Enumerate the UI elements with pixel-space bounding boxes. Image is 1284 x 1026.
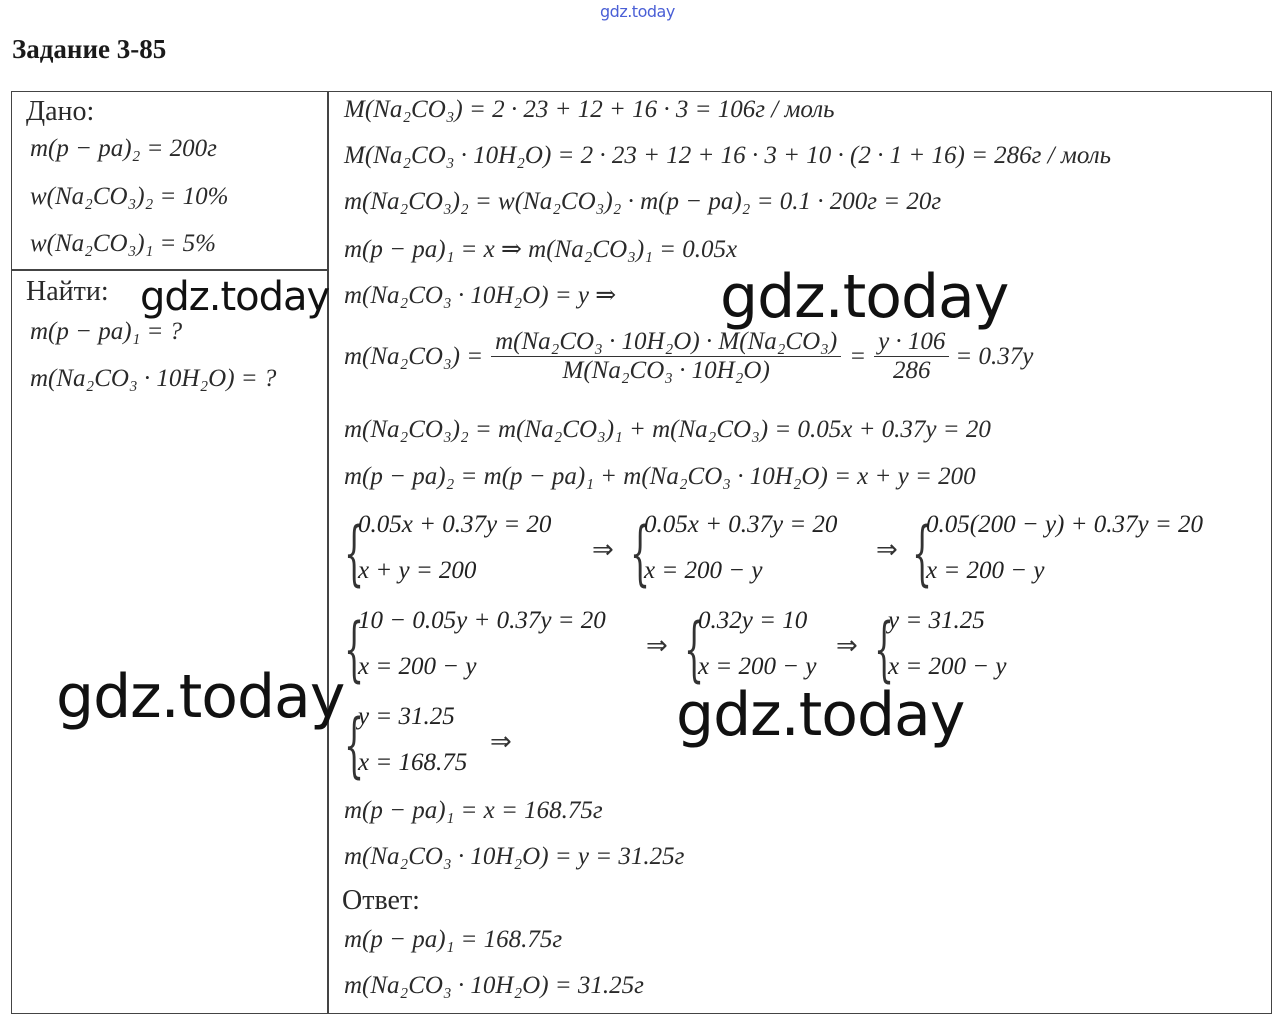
solution-line: M(Na₂CO₃ · 10H₂O) = 2 · 23 + 12 + 16 · 3 + 10 · (2 · 1 + 16) = 286г / моль (344, 142, 1111, 169)
implies-arrow: ⇒ (592, 535, 614, 565)
fraction-main (491, 328, 841, 385)
fraction-numerator: y · 106 (874, 328, 949, 357)
system-row: x = 200 − y (888, 653, 1007, 680)
solution-line: M(Na₂CO₃) = 2 · 23 + 12 + 16 · 3 = 106г / моль (344, 96, 835, 123)
solution-line: m(Na₂CO₃)₂ = w(Na₂CO₃)₂ · m(p − pa)₂ = 0.1 · 200г = 20г (344, 188, 942, 215)
system-row: x = 168.75 (358, 749, 468, 776)
fraction-equals: = (849, 342, 867, 370)
brace-icon: { (344, 608, 365, 690)
solution-line: m(p − pa)₂ = m(p − pa)₁ + m(Na₂CO₃ · 10H₂O) = x + y = 200 (344, 463, 976, 490)
implies-arrow: ⇒ (490, 727, 512, 757)
brace-icon: { (874, 608, 895, 690)
column-divider (327, 91, 329, 1014)
given-line: w(Na₂CO₃)₂ = 10% (30, 183, 229, 210)
system-row: 0.05x + 0.37y = 20 (644, 511, 838, 538)
solution-line: m(p − pa)₁ = x ⇒ m(Na₂CO₃)₁ = 0.05x (344, 236, 738, 263)
watermark-text: gdz.today (720, 262, 1009, 332)
system-row: x = 200 − y (358, 653, 477, 680)
answer-line: m(p − pa)₁ = 168.75г (344, 926, 563, 953)
implies-arrow: ⇒ (646, 631, 668, 661)
fraction-denominator: 286 (892, 357, 931, 384)
implies-arrow: ⇒ (836, 631, 858, 661)
molar-fraction-line (344, 328, 1033, 385)
given-line: m(p − pa)₂ = 200г (30, 135, 217, 162)
system-row: 10 − 0.05y + 0.37y = 20 (358, 607, 606, 634)
given-line: w(Na₂CO₃)₁ = 5% (30, 230, 216, 257)
solution-line: m(Na₂CO₃ · 10H₂O) = y ⇒ (344, 282, 617, 309)
system-row: 0.05x + 0.37y = 20 (358, 511, 552, 538)
implies-arrow: ⇒ (876, 535, 898, 565)
solution-line: m(Na₂CO₃)₂ = m(Na₂CO₃)₁ + m(Na₂CO₃) = 0.05x + 0.37y = 20 (344, 416, 991, 443)
brace-icon: { (630, 512, 651, 594)
system-row: y = 31.25 (888, 607, 985, 634)
watermark-text: gdz.today (676, 680, 965, 750)
find-line: m(Na₂CO₃ · 10H₂O) = ? (30, 365, 277, 392)
brace-icon: { (912, 512, 933, 594)
solution-line: m(Na₂CO₃ · 10H₂O) = y = 31.25г (344, 843, 685, 870)
task-title: Задание 3-85 (12, 34, 167, 64)
system-row: 0.32y = 10 (698, 607, 808, 634)
system-row: y = 31.25 (358, 703, 455, 730)
solution-line: m(p − pa)₁ = x = 168.75г (344, 797, 603, 824)
answer-title: Ответ: (342, 885, 420, 916)
site-watermark-top: gdz.today (600, 2, 675, 21)
brace-icon: { (344, 704, 365, 786)
fraction-lhs: m(Na₂CO₃) = (344, 342, 484, 370)
system-row: x + y = 200 (358, 557, 477, 584)
given-title: Дано: (26, 96, 95, 127)
system-row: x = 200 − y (644, 557, 763, 584)
fraction-value (874, 328, 949, 385)
find-line: m(p − pa)₁ = ? (30, 318, 183, 345)
watermark-text: gdz.today (56, 662, 345, 732)
find-title: Найти: (26, 276, 109, 307)
system-row: x = 200 − y (698, 653, 817, 680)
watermark-text: gdz.today (140, 274, 330, 320)
system-row: 0.05(200 − y) + 0.37y = 20 (926, 511, 1203, 538)
fraction-numerator: m(Na₂CO₃ · 10H₂O) · M(Na₂CO₃) (491, 328, 841, 357)
fraction-denominator: M(Na₂CO₃ · 10H₂O) (562, 357, 770, 384)
fraction-result: = 0.37y (955, 342, 1034, 370)
given-find-divider (11, 269, 328, 271)
answer-line: m(Na₂CO₃ · 10H₂O) = 31.25г (344, 972, 644, 999)
brace-icon: { (344, 512, 365, 594)
brace-icon: { (684, 608, 705, 690)
system-row: x = 200 − y (926, 557, 1045, 584)
